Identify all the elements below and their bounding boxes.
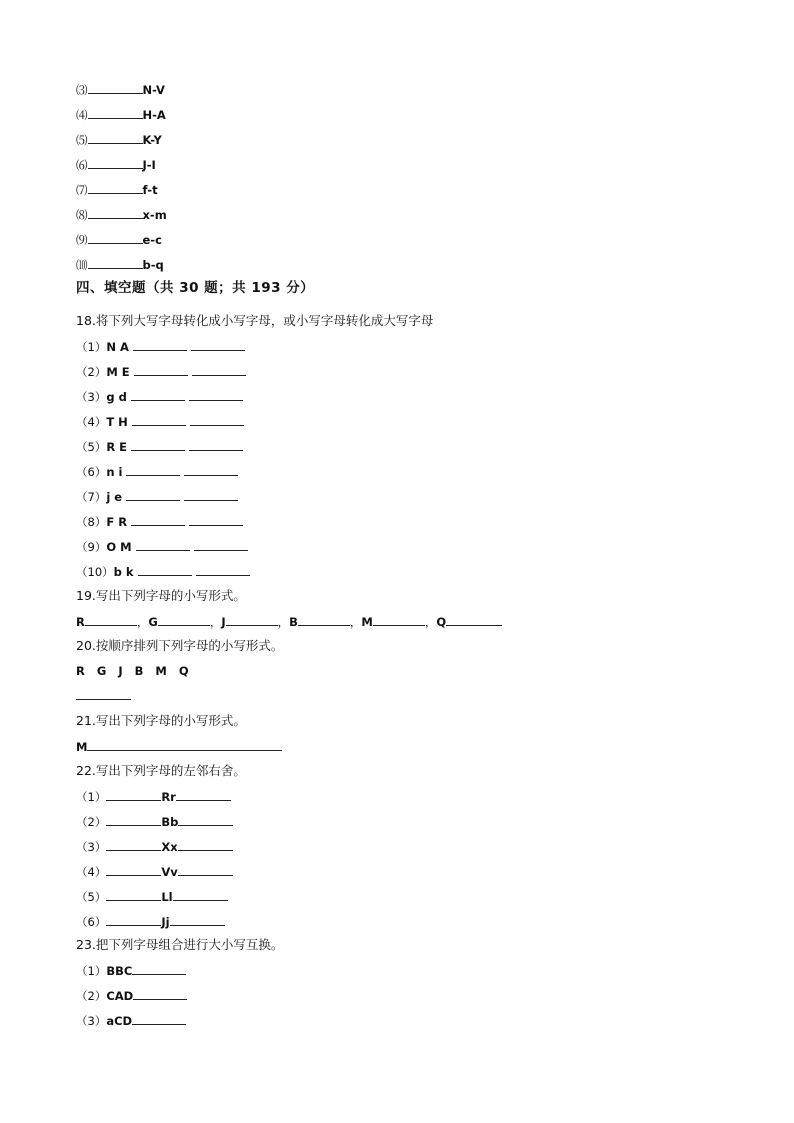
answer-blank[interactable] [178, 838, 233, 851]
answer-blank[interactable] [176, 788, 231, 801]
letters: Ll [161, 890, 173, 904]
q22-item [76, 813, 233, 830]
answer-blank[interactable] [134, 363, 188, 376]
answer-blank[interactable] [189, 438, 243, 451]
matching-item [76, 181, 158, 198]
letter-pair: H-A [142, 108, 166, 122]
letters: b k [113, 565, 134, 579]
matching-item [76, 81, 165, 98]
q18-item [76, 413, 244, 430]
letter: J [221, 615, 226, 629]
answer-blank[interactable] [132, 962, 186, 975]
letters: j e [106, 490, 123, 504]
answer-blank[interactable] [88, 256, 143, 269]
letters: F R [106, 515, 128, 529]
question-21-title: 21.写出下列字母的小写形式。 [76, 713, 246, 728]
q18-item [76, 388, 243, 405]
item-number: （6） [76, 915, 107, 929]
letter-pair: b-q [142, 258, 164, 272]
item-number: ⑶ [76, 83, 88, 97]
answer-blank[interactable] [194, 538, 248, 551]
letters: Jj [161, 915, 170, 929]
question-19-title: 19.写出下列字母的小写形式。 [76, 588, 246, 603]
answer-blank[interactable] [87, 738, 282, 751]
answer-blank[interactable] [170, 913, 225, 926]
q18-item [76, 363, 246, 380]
item-number: （3） [76, 390, 107, 404]
q20-answer-line [76, 687, 131, 704]
letters: Xx [161, 840, 178, 854]
answer-blank[interactable] [189, 388, 243, 401]
item-number: （2） [76, 365, 107, 379]
matching-item [76, 256, 164, 273]
letters: n i [106, 465, 123, 479]
q22-item [76, 863, 233, 880]
item-number: ⑼ [76, 233, 88, 247]
letter-pair: f-t [142, 183, 158, 197]
letters: CAD [106, 989, 134, 1003]
item-number: （1） [76, 964, 107, 978]
answer-blank[interactable] [373, 613, 425, 626]
answer-blank[interactable] [131, 388, 185, 401]
letter-pair: K-Y [142, 133, 162, 147]
letters: Vv [161, 865, 178, 879]
item-number: （1） [76, 790, 107, 804]
answer-blank[interactable] [88, 131, 143, 144]
q23-item [76, 962, 186, 979]
matching-item [76, 231, 162, 248]
q18-item [76, 438, 243, 455]
answer-blank[interactable] [178, 863, 233, 876]
answer-blank[interactable] [88, 206, 143, 219]
letters: T H [106, 415, 128, 429]
q19-answers [76, 613, 502, 630]
answer-blank[interactable] [132, 1012, 186, 1025]
answer-blank[interactable] [191, 338, 245, 351]
letters: M E [106, 365, 130, 379]
letters: Bb [161, 815, 179, 829]
letter: M [76, 740, 88, 754]
q18-item [76, 538, 248, 555]
separator: ， [277, 615, 290, 629]
q22-item [76, 888, 228, 905]
answer-blank[interactable] [106, 913, 161, 926]
answer-blank[interactable] [126, 488, 180, 501]
q18-item [76, 338, 245, 355]
item-number: （2） [76, 815, 107, 829]
item-number: ⑷ [76, 108, 88, 122]
item-number: ⑻ [76, 208, 88, 222]
answer-blank[interactable] [446, 613, 502, 626]
letters: BBC [106, 964, 133, 978]
item-number: （3） [76, 840, 107, 854]
answer-blank[interactable] [106, 888, 161, 901]
answer-blank[interactable] [106, 813, 161, 826]
separator: ， [424, 615, 437, 629]
answer-blank[interactable] [88, 156, 143, 169]
answer-blank[interactable] [190, 413, 244, 426]
answer-blank[interactable] [298, 613, 350, 626]
letter-pair: N-V [142, 83, 165, 97]
letters: aCD [106, 1014, 133, 1028]
answer-blank[interactable] [76, 687, 131, 700]
item-number: （2） [76, 989, 107, 1003]
answer-blank[interactable] [106, 863, 161, 876]
answer-blank[interactable] [184, 463, 238, 476]
answer-blank[interactable] [88, 181, 143, 194]
item-number: （7） [76, 490, 107, 504]
letter: Q [436, 615, 447, 629]
item-number: （8） [76, 515, 107, 529]
letters: Rr [161, 790, 176, 804]
item-number: ⑸ [76, 133, 88, 147]
separator: ， [136, 615, 149, 629]
q23-item [76, 987, 187, 1004]
answer-blank[interactable] [178, 813, 233, 826]
letters: N A [106, 340, 129, 354]
matching-item [76, 156, 156, 173]
separator: ， [349, 615, 362, 629]
item-number: （10） [76, 565, 114, 579]
item-number: （9） [76, 540, 107, 554]
item-number: （6） [76, 465, 107, 479]
answer-blank[interactable] [88, 81, 143, 94]
item-number: （3） [76, 1014, 107, 1028]
question-20-title: 20.按顺序排列下列字母的小写形式。 [76, 638, 284, 653]
answer-blank[interactable] [189, 513, 243, 526]
item-number: （5） [76, 440, 107, 454]
answer-blank[interactable] [85, 613, 137, 626]
item-number: （5） [76, 890, 107, 904]
item-number: ⑹ [76, 158, 88, 172]
answer-blank[interactable] [133, 338, 187, 351]
q22-item [76, 788, 231, 805]
question-23-title: 23.把下列字母组合进行大小写互换。 [76, 937, 284, 952]
separator: ， [209, 615, 222, 629]
section-heading: 四、填空题（共 30 题；共 193 分） [76, 280, 315, 296]
answer-blank[interactable] [126, 463, 180, 476]
letter: B [289, 615, 298, 629]
letters: R E [106, 440, 128, 454]
q18-item [76, 563, 250, 580]
answer-blank[interactable] [226, 613, 278, 626]
question-22-title: 22.写出下列字母的左邻右舍。 [76, 763, 246, 778]
answer-blank[interactable] [131, 438, 185, 451]
answer-blank[interactable] [136, 538, 190, 551]
letter-pair: J-I [142, 158, 156, 172]
matching-item [76, 106, 166, 123]
answer-blank[interactable] [158, 613, 210, 626]
matching-item [76, 131, 162, 148]
q18-item [76, 463, 238, 480]
q20-letters: R G J B M Q [76, 664, 189, 678]
q22-item [76, 913, 225, 930]
q23-item [76, 1012, 186, 1029]
q21-answer [76, 738, 282, 755]
answer-blank[interactable] [192, 363, 246, 376]
item-number: ⑽ [76, 258, 88, 272]
answer-blank[interactable] [88, 106, 143, 119]
answer-blank[interactable] [138, 563, 192, 576]
item-number: ⑺ [76, 183, 88, 197]
item-number: （4） [76, 865, 107, 879]
letter-pair: e-c [142, 233, 162, 247]
answer-blank[interactable] [196, 563, 250, 576]
question-18-title: 18.将下列大写字母转化成小写字母，或小写字母转化成大写字母 [76, 313, 434, 328]
answer-blank[interactable] [173, 888, 228, 901]
answer-blank[interactable] [184, 488, 238, 501]
q18-item [76, 513, 243, 530]
letters: g d [106, 390, 127, 404]
letter: G [148, 615, 158, 629]
answer-blank[interactable] [131, 513, 185, 526]
answer-blank[interactable] [106, 788, 161, 801]
answer-blank[interactable] [133, 987, 187, 1000]
answer-blank[interactable] [106, 838, 161, 851]
letters: O M [106, 540, 132, 554]
letter: R [76, 615, 85, 629]
answer-blank[interactable] [88, 231, 143, 244]
item-number: （4） [76, 415, 107, 429]
answer-blank[interactable] [132, 413, 186, 426]
item-number: （1） [76, 340, 107, 354]
q18-item [76, 488, 238, 505]
matching-item [76, 206, 167, 223]
q22-item [76, 838, 233, 855]
letter: M [361, 615, 373, 629]
letter-pair: x-m [142, 208, 167, 222]
